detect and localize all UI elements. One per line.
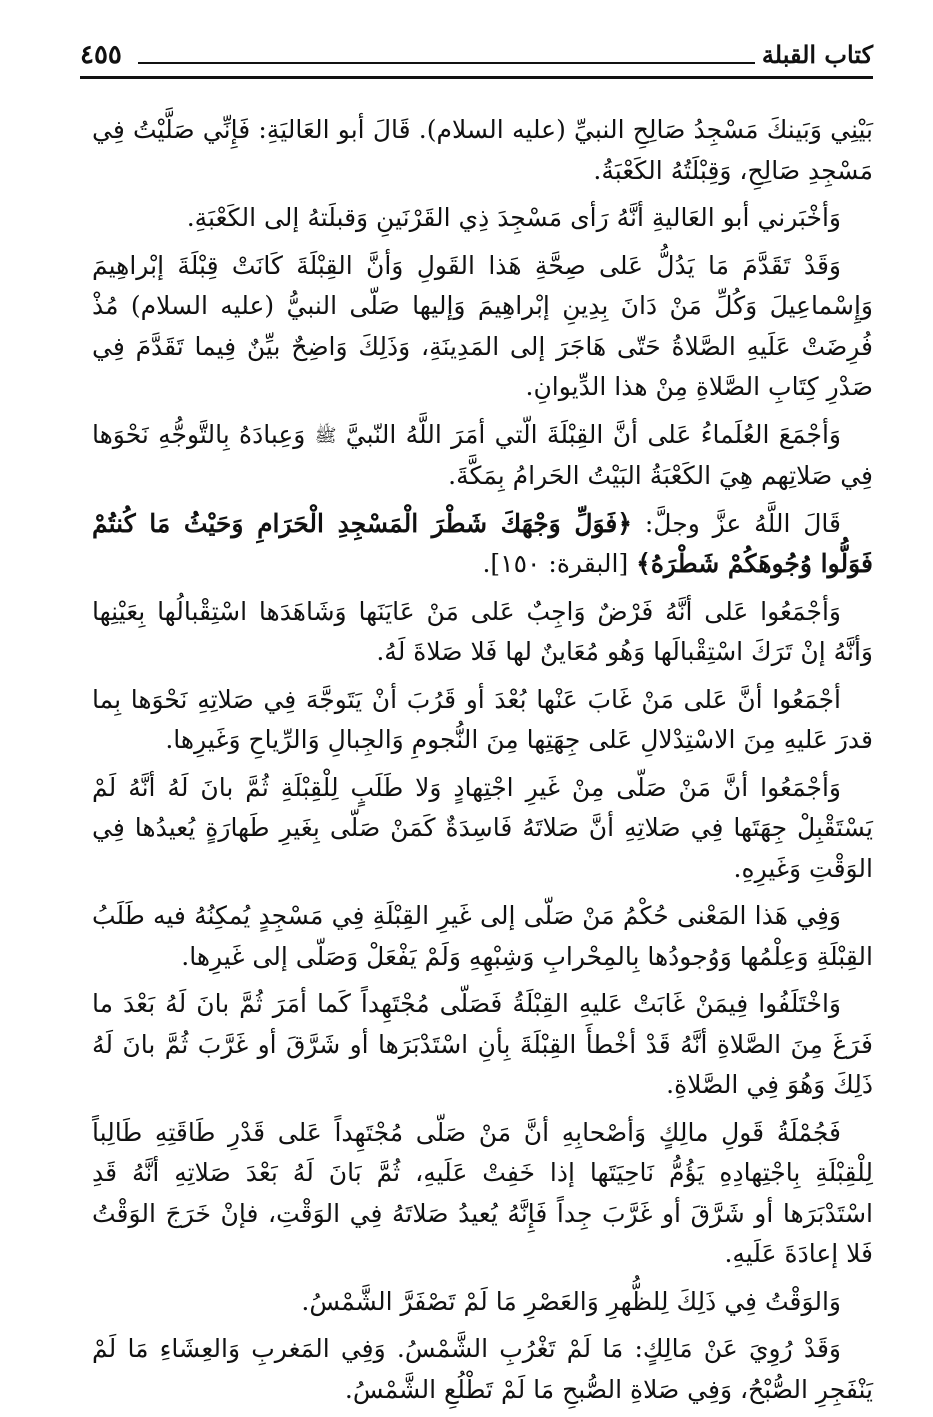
paragraph-text: وَقَدْ تَقَدَّمَ مَا يَدُلُّ عَلى صِحَّةِ هَذا القَولِ وَأنَّ القِبْلَةَ كَانَتْ قِبْلَةَ إبْراهِيمَ وَإِسْماعِيلَ وَكُلِّ مَنْ دَانَ بِدِينِ إبْراهِيمَ وَإليها صَلّى النبيُّ (عليه السلام) مُذْ فُرِضَتْ عَلَيهِ الصَّلاةُ حَتّى هَاجَرَ إلى المَدِينَةِ، وَذَلِكَ وَاضِحٌ بيِّنٌ فِيما تَقَدَّمَ فِي صَدْرِ كِتَابِ الصَّلاةِ مِنْ هذا الدِّيوانِ. <box>92 250 873 401</box>
paragraph-text: وَقَدْ رُوِيَ عَنْ مَالِكٍ: مَا لَمْ تَغْرُبِ الشَّمْسُ. وَفِي المَغربِ وَالعِشَاءِ مَا لَمْ يَنْفَجِرِ الصُّبْحُ، وَفِي صَلاةِ الصُّبحِ مَا لَمْ تَطْلُعِ الشَّمْسُ. <box>92 1334 873 1404</box>
paragraph-text: وَأجْمَعَ العُلَماءُ عَلى أنَّ القِبْلَةَ الّتي أمَرَ اللَّهُ النّبيَّ <box>336 419 841 449</box>
header-divider-line <box>138 62 755 64</box>
paragraph-text: قَالَ اللَّهُ عزَّ وجلَّ: <box>632 508 841 538</box>
paragraph <box>92 896 873 977</box>
body-text <box>92 110 873 1417</box>
paragraph <box>92 1329 873 1410</box>
paragraph <box>92 680 873 761</box>
paragraph-text: وَأجْمَعُوا أنَّ مَنْ صَلّى مِنْ غَيرِ اجْتِهادٍ وَلا طَلَبٍ لِلْقِبْلَةِ ثُمَّ بانَ لَهُ أنَّهُ لَمْ يَسْتَقْبِلْ جِهَتَها فِي صَلاتِهِ أنَّ صَلاتَهُ فَاسِدَةٌ كَمَنْ صَلّى بِغَيرِ طَهارَةٍ يُعيدُها فِي الوَقْتِ وَغَيرِهِ. <box>92 772 873 883</box>
chapter-title: كتاب القبلة <box>761 40 873 69</box>
verse-reference: [البقرة: ١٥٠]. <box>482 549 637 579</box>
quran-verse: ﴿فَوَلِّ وَجْهَكَ شَطْرَ الْمَسْجِدِ الْحَرَامِ وَحَيْثُ مَا كُنتُمْ فَوَلُّوا وُجُوهَكُمْ شَطْرَهُ﴾ <box>92 508 873 579</box>
paragraph-text: بَيْنِي وَبَينكَ مَسْجِدُ صَالِحِ النبيِّ (عليه السلام). قَالَ أبو العَاليَةِ: فَإِنِّي صَلَّيْتُ فِي مَسْجِدِ صَالِحِ، وَقِبْلَتُهُ الكَعْبَةُ. <box>92 115 873 185</box>
salawat-honorific: ﷺ <box>314 424 337 446</box>
paragraph-text: وَعِبادَهُ بِالتَّوجُّهِ نَحْوَها فِي صَلاتِهم هِيَ الكَعْبَةُ البَيْتُ الحَرامُ بِمَكَّةَ. <box>92 419 873 491</box>
paragraph <box>92 110 873 191</box>
paragraph <box>92 592 873 673</box>
paragraph-text: وَأخْبَرني أبو العَاليةِ أنَّهُ رَأى مَسْجِدَ ذِي القَرْنَينِ وَقبلَتهُ إلى الكَعْبَةِ. <box>186 203 841 232</box>
paragraph <box>92 768 873 890</box>
page-header <box>80 38 873 78</box>
paragraph-text: وَفِي هَذا المَعْنى حُكْمُ مَنْ صَلّى إلى غَيرِ القِبْلَةِ فِي مَسْجِدٍ يُمكِنُهُ فيه طَلَبُ القِبْلَةِ وَعِلْمُها وَوُجودُها بِالمِحْرابِ وَشِبْهِهِ وَلَمْ يَفْعَلْ وَصَلّى إلى غَيرِها. <box>92 901 873 971</box>
paragraph <box>92 504 873 585</box>
paragraph <box>92 1282 873 1323</box>
paragraph <box>92 1113 873 1275</box>
paragraph <box>92 246 873 408</box>
paragraph-text: وَأجْمَعُوا عَلى أنَّهُ فَرْضٌ وَاجِبٌ عَلى مَنْ عَايَنَها وَشَاهَدَها اسْتِقْبالُها بِعَيْنِها وَأنَّهُ إنْ تَرَكَ اسْتِقْبالَها وَهُو مُعَاينٌ لها فَلا صَلاةَ لَهُ. <box>92 596 873 667</box>
paragraph <box>92 984 873 1106</box>
paragraph-text: وَالوَقْتُ فِي ذَلِكَ لِلظُّهرِ وَالعَصْرِ مَا لَمْ تَصْفَرَّ الشَّمْسُ. <box>301 1286 841 1316</box>
page-number: ٤٥٥ <box>80 40 122 70</box>
paragraph-text: وَاخْتَلَفُوا فِيمَنْ غَابَتْ عَليهِ القِبْلَةُ فَصَلّى مُجْتَهِداً كَما أمَرَ ثُمَّ بانَ لَهُ بَعْدَ ما فَرَغَ مِنَ الصَّلاةِ أنَّهُ قَدْ أخْطأَ القِبْلَةَ بِأنِ اسْتَدْبَرَها أو شَرَّقَ أو غَرَّبَ ثُمَّ بانَ لَهُ ذَلِكَ وَهُوَ فِي الصَّلاةِ. <box>92 989 873 1100</box>
paragraph <box>92 198 873 239</box>
paragraph-text: أجْمَعُوا أنَّ عَلى مَنْ غَابَ عَنْها بُعْدَ أو قَرُبَ أنْ يَتَوجَّهَ فِي صَلاتِهِ نَحْوَها بِما قدرَ عَليهِ مِنَ الاسْتِدْلالِ عَلى جِهَتِها مِنَ النُّجومِ وَالجِبالِ وَالرِّياحِ وَغَيرِها. <box>92 684 873 755</box>
header-rule <box>80 76 873 79</box>
paragraph-text: فَجُمْلَةُ قَولِ مالِكٍ وَأصْحابِهِ أنَّ مَنْ صَلّى مُجْتَهِداً عَلى قَدْرِ طَاقَتِهِ طَالِباً لِلْقِبْلَةِ بِاجْتِهادِهِ يَؤُمُّ نَاحِيَتَها إذا خَفِتْ عَلَيهِ، ثُمَّ بَانَ لَهُ بَعْدَ صَلاتِهِ أنَّهُ قَدِ اسْتَدْبَرَها أو شَرَّقَ أو غَرَّبَ جِداً فَإِنَّهُ يُعيدُ صَلاتَهُ فِي الوَقْتِ، فإنْ خَرَجَ الوَقْتُ فَلا إعادَةَ عَلَيهِ. <box>92 1117 874 1269</box>
paragraph <box>92 415 873 497</box>
